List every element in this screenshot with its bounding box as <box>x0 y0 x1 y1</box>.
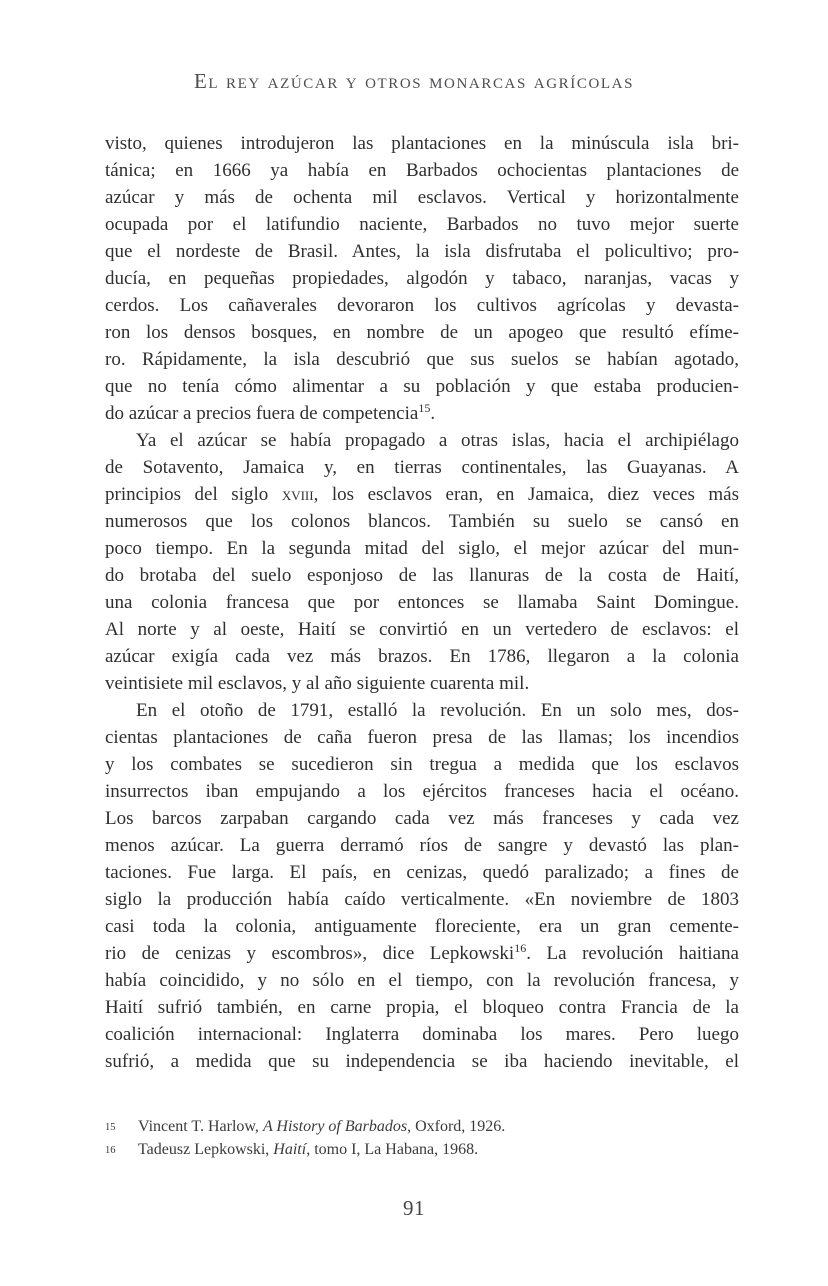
text-line: cientas plantaciones de caña fueron presa de las llamas; los incendios <box>105 727 739 748</box>
footnote-text-suffix: , Oxford, 1926. <box>407 1118 506 1135</box>
text-line: tánica; en 1666 ya había en Barbados ochocientas plantaciones de <box>105 160 739 181</box>
footnotes-section <box>105 1116 725 1162</box>
text-line: ro. Rápidamente, la isla descubrió que sus suelos se habían agotado, <box>105 349 739 370</box>
footnote-ref: 15 <box>418 401 431 415</box>
footnote-ref: 16 <box>514 941 527 955</box>
text-line: casi toda la colonia, antiguamente floreciente, era un gran cemente- <box>105 916 739 937</box>
text-line: coalición internacional: Inglaterra dominaba los mares. Pero luego <box>105 1024 739 1045</box>
text-line: una colonia francesa que por entonces se llamaba Saint Domingue. <box>105 592 739 613</box>
small-caps-text: xviii <box>281 484 314 505</box>
text-line: poco tiempo. En la segunda mitad del siglo, el mejor azúcar del mun- <box>105 538 739 559</box>
text-line: siglo la producción había caído verticalmente. «En noviembre de 1803 <box>105 889 739 910</box>
text-line: En el otoño de 1791, estalló la revolución. En un solo mes, dos- <box>136 700 739 721</box>
text-line: veintisiete mil esclavos, y al año siguiente cuarenta mil. <box>105 673 530 694</box>
text-line: que no tenía cómo alimentar a su población y que estaba producien- <box>105 376 739 397</box>
text-line: cerdos. Los cañaverales devoraron los cultivos agrícolas y devasta- <box>105 295 739 316</box>
text-line: insurrectos iban empujando a los ejércitos franceses hacia el océano. <box>105 781 739 802</box>
text-line: do brotaba del suelo esponjoso de las llanuras de la costa de Haití, <box>105 565 739 586</box>
text-line: numerosos que los colonos blancos. También su suelo se cansó en <box>105 511 739 532</box>
text-line: rio de cenizas y escombros», dice Lepkowski$^{16}$. La revolución haitiana <box>105 941 739 964</box>
text-line: visto, quienes introdujeron las plantaciones en la minúscula isla bri- <box>105 133 739 154</box>
footnote-text-title: Haití <box>273 1141 307 1158</box>
text-line: que el nordeste de Brasil. Antes, la isla disfrutaba el policultivo; pro- <box>105 241 739 262</box>
footnote-text-suffix: , tomo I, La Habana, 1968. <box>306 1141 479 1158</box>
page-number: 91 <box>403 1196 425 1220</box>
text-line: de Sotavento, Jamaica y, en tierras continentales, las Guayanas. A <box>105 457 739 478</box>
footnote-item <box>105 1139 725 1162</box>
running-header: El rey azúcar y otros monarcas agrícolas <box>193 69 635 93</box>
text-line: ron los densos bosques, en nombre de un apogeo que resultó efíme- <box>105 322 739 343</box>
text-line: Los barcos zarpaban cargando cada vez más franceses y cada vez <box>105 808 739 829</box>
text-line: menos azúcar. La guerra derramó ríos de sangre y devastó las plan- <box>105 835 739 856</box>
body-text <box>105 130 739 1075</box>
text-line: do azúcar a precios fuera de competencia$^{15}$. <box>105 401 436 424</box>
footnote-text <box>138 1139 725 1161</box>
footnote-text-title: A History of Barbados <box>262 1118 408 1135</box>
text-line: azúcar exigía cada vez más brazos. En 1786, llegaron a la colonia <box>105 646 739 667</box>
text-line: Haití sufrió también, en carne propia, el bloqueo contra Francia de la <box>105 997 739 1018</box>
footnote-marker: 15 <box>105 1122 116 1133</box>
footnote-marker: 16 <box>105 1145 116 1156</box>
footnote-item <box>105 1116 725 1139</box>
text-line: y los combates se sucedieron sin tregua a medida que los esclavos <box>105 754 739 775</box>
footnote-text-prefix: Tadeusz Lepkowski, <box>138 1141 274 1158</box>
footnote-text-prefix: Vincent T. Harlow, <box>138 1118 263 1135</box>
text-line: ocupada por el latifundio naciente, Barbados no tuvo mejor suerte <box>105 214 739 235</box>
text-line: sufrió, a medida que su independencia se iba haciendo inevitable, el <box>105 1051 739 1072</box>
text-line: azúcar y más de ochenta mil esclavos. Vertical y horizontalmente <box>105 187 739 208</box>
text-line: ducía, en pequeñas propiedades, algodón y tabaco, naranjas, vacas y <box>105 268 739 289</box>
text-line: taciones. Fue larga. El país, en cenizas, quedó paralizado; a fines de <box>105 862 739 883</box>
text-line: Al norte y al oeste, Haití se convirtió en un vertedero de esclavos: el <box>105 619 739 640</box>
text-line: Ya el azúcar se había propagado a otras islas, hacia el archipiélago <box>136 430 739 451</box>
text-line: había coincidido, y no sólo en el tiempo, con la revolución francesa, y <box>105 970 739 991</box>
footnote-text <box>138 1116 725 1138</box>
text-line: principios del siglo xviii, los esclavos eran, en Jamaica, diez veces más <box>105 484 740 505</box>
